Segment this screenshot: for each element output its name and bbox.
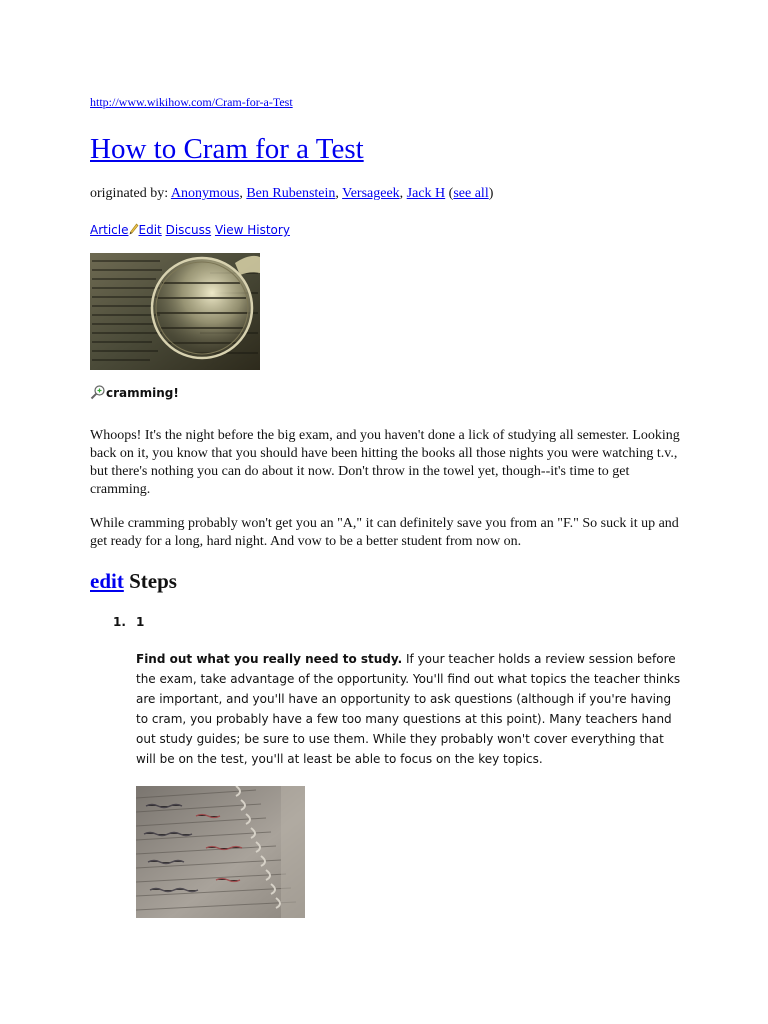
author-link-ben-rubenstein[interactable]: Ben Rubenstein <box>246 186 336 201</box>
step-1-lead: Find out what you really need to study. <box>136 652 403 666</box>
steps-edit-link[interactable]: edit <box>90 569 124 593</box>
intro-paragraph-1: Whoops! It's the night before the big exam, and you haven't done a lick of studying all semester. Looking back on it, you know that you should have been hitting the books all those nights you were watching t.v., but there's nothing you can do about it now. Don't throw in the towel yet, though--it's time to get cramming. <box>90 428 680 497</box>
tab-discuss[interactable]: Discuss <box>165 223 212 237</box>
step-1-body: If your teacher holds a review session before the exam, take advantage of the opportunity. You'll find out what topics the teacher thinks are important, and you'll have an opportunity to ask questions (although if you're having to cram, you probably have a few too many questions at this point). Many teachers hand out study guides; be sure to use them. While they probably won't cover everything that will be on the test, you'll at least be able to focus on the key topics. <box>136 652 681 766</box>
caption-text: cramming! <box>106 386 179 400</box>
tab-article[interactable]: Article <box>90 223 129 237</box>
see-all-open-paren: ( <box>448 186 454 201</box>
page-title-link[interactable]: How to Cram for a Test <box>90 133 364 165</box>
author-link-jack-h[interactable]: Jack H <box>406 186 446 201</box>
article-tabs <box>90 222 290 238</box>
source-url-link[interactable]: http://www.wikihow.com/Cram-for-a-Test <box>90 95 293 109</box>
byline: originated by: Anonymous, Ben Rubenstein, Versageek, Jack H (see all) <box>90 186 494 201</box>
hero-image-magnifying-glass-over-book[interactable] <box>90 253 260 370</box>
steps-heading <box>90 567 177 595</box>
steps-heading-text: Steps <box>129 569 177 593</box>
see-all-close-paren: ) <box>488 186 494 201</box>
hero-caption <box>90 384 179 401</box>
tab-view-history[interactable]: View History <box>214 223 290 237</box>
step-1-image-notebook[interactable] <box>136 786 305 918</box>
byline-prefix: originated by: <box>90 186 169 201</box>
intro-paragraph-2: While cramming probably won't get you an "A," it can definitely save you from an "F." So suck it up and get ready for a long, hard night. And vow to be a better student from now on. <box>90 516 679 549</box>
step-number: 1 <box>136 615 145 629</box>
pencil-icon <box>129 223 139 235</box>
see-all-link[interactable]: see all <box>453 186 489 201</box>
tab-edit[interactable]: Edit <box>138 223 162 237</box>
page-title <box>90 131 364 167</box>
author-link-versageek[interactable]: Versageek <box>342 186 400 201</box>
author-link-anonymous[interactable]: Anonymous <box>170 186 240 201</box>
magnify-icon[interactable] <box>90 384 106 400</box>
step-list-marker: 1. <box>113 615 126 629</box>
step-1-text <box>136 649 681 769</box>
